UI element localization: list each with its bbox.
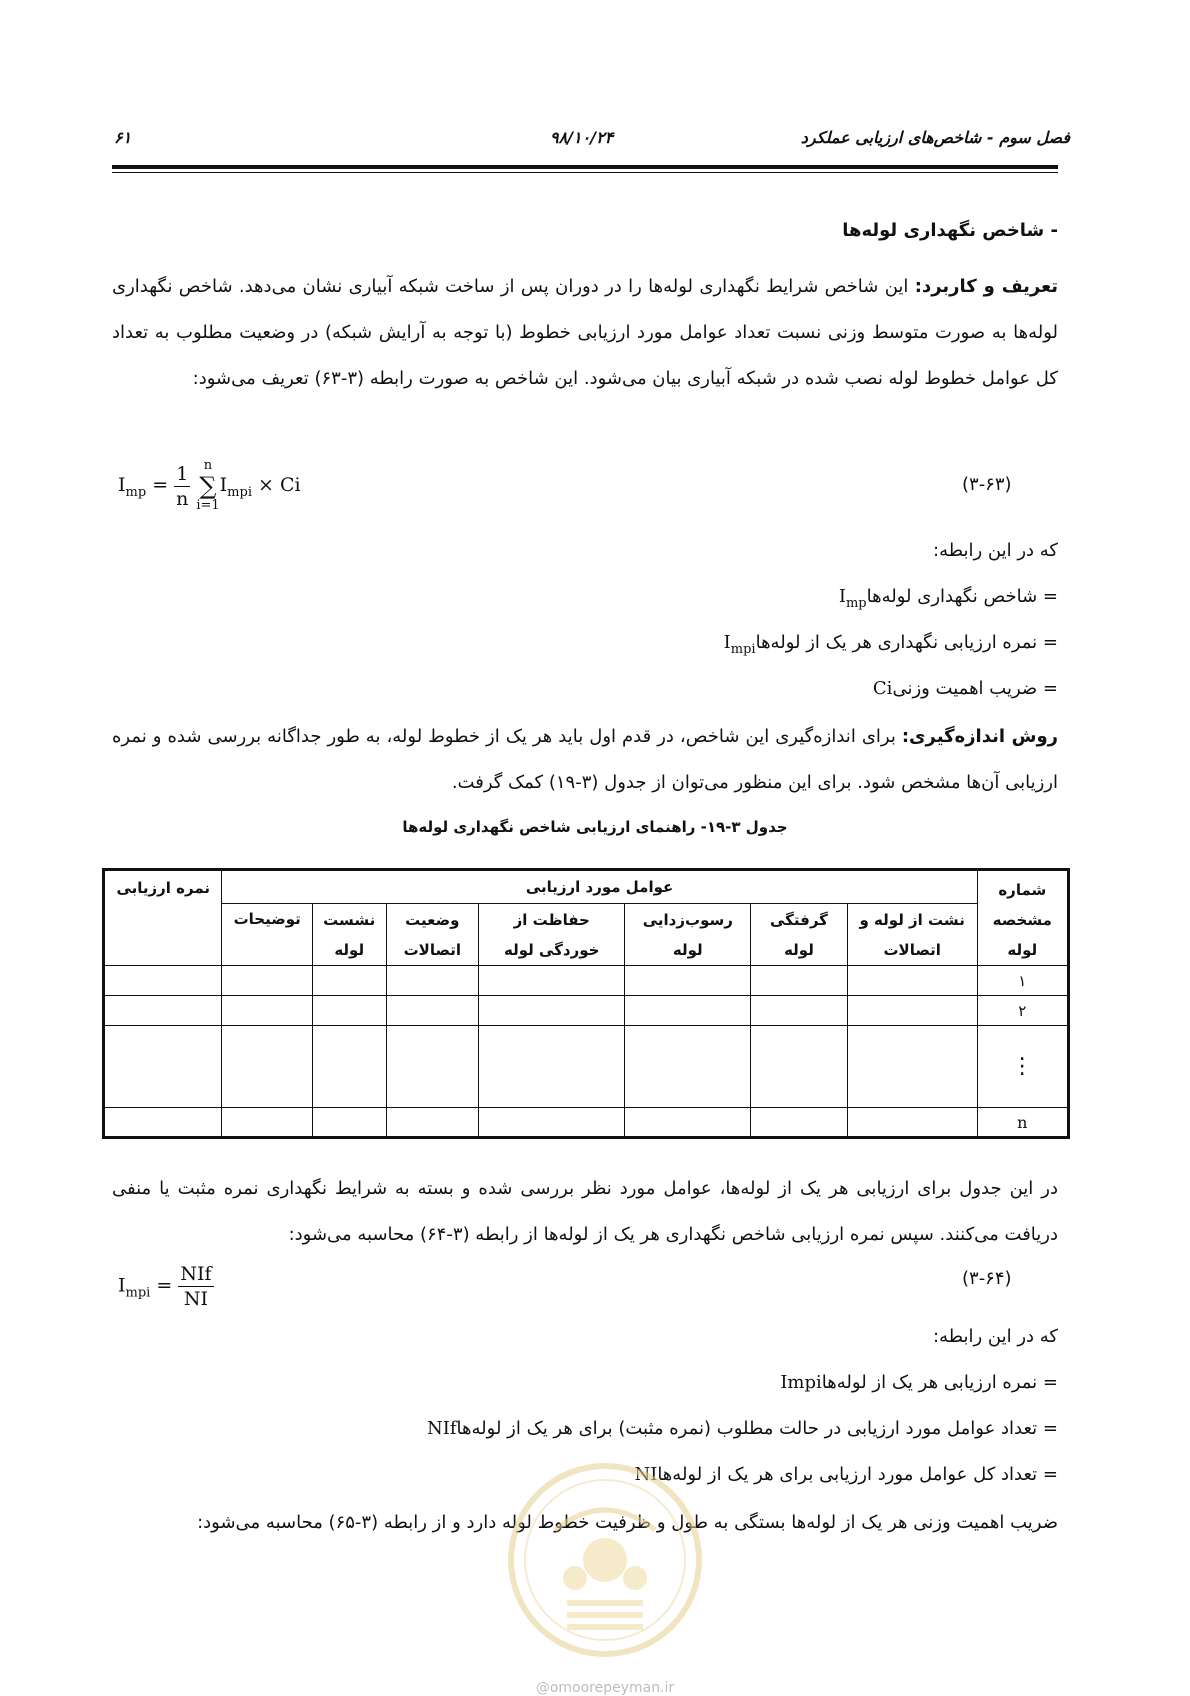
header-rule-thin (112, 172, 1058, 173)
eq64-num: NIf (180, 1263, 212, 1285)
var-impi (724, 632, 1058, 657)
header-factor-settlement (312, 904, 386, 966)
var2-impi (780, 1372, 1058, 1393)
factor-settlement-l2: لوله (334, 940, 365, 959)
factor-corrosion-l2: خوردگی لوله (504, 940, 600, 959)
factor-clog-l2: لوله (784, 940, 814, 959)
eq63-sum-bottom: i=1 (196, 498, 220, 513)
last-line: ضریب اهمیت وزنی هر یک از لوله‌ها بستگی به طول و ظرفیت خطوط لوله دارد و از رابطه (۳-۶۵) محاسبه می‌شود: (197, 1512, 1058, 1533)
eq63-sum-top: n (203, 458, 213, 473)
factor-settlement-l1: نشست (323, 910, 376, 929)
header-factors: عوامل مورد ارزیابی (222, 870, 977, 904)
header-number-line1: شماره (998, 881, 1047, 899)
var2-impi-sym: Impi (780, 1372, 822, 1393)
eq63-sigma: ∑ (199, 472, 217, 500)
var-imp-desc: = شاخص نگهداری لوله‌ها (866, 586, 1058, 607)
var2-ni-sym: NI (634, 1464, 658, 1485)
eq63-equals: = (152, 474, 169, 496)
header-score: نمره ارزیابی (104, 870, 222, 966)
var-imp (839, 586, 1058, 611)
factor-descaling-l1: رسوب‌زدایی (642, 910, 733, 929)
eq64-equals: = (156, 1274, 173, 1297)
eq63-lhs: I (118, 474, 126, 496)
row-ellipsis: ⋮ (977, 1026, 1068, 1108)
equation-63 (118, 458, 301, 514)
factor-descaling-l2: لوله (672, 940, 703, 959)
definition-text: این شاخص شرایط نگهداری لوله‌ها را در دوران پس از ساخت شبکه آبیاری نشان می‌دهد. شاخص نگهداری لوله‌ها به صورت متوسط وزنی نسبت تعداد عوامل مورد ارزیابی خطوط (با توجه به آرایش شبکه) در وضعیت مطلوب به تعداد کل عوامل خطوط لوله نصب شده در شبکه آبیاری بیان می‌شود. این شاخص به صورت رابطه (۳-۶۳) تعریف می‌شود: (112, 276, 1058, 389)
equation-64 (118, 1262, 214, 1311)
header-date: ۹۸/۱۰/۲۴ (550, 128, 614, 147)
table-row (104, 1108, 1069, 1138)
var-imp-sub: mp (845, 596, 867, 611)
header-factor-descaling (625, 904, 751, 966)
factor-clog-l1: گرفتگی (770, 910, 828, 929)
row-number: n (977, 1108, 1068, 1138)
eq63-sum (196, 458, 219, 514)
eq63-term-sub: mpi (227, 485, 252, 500)
eq63-num: 1 (176, 462, 189, 485)
factor-leak-l2: اتصالات (883, 940, 941, 959)
chapter-title: فصل سوم - شاخص‌های ارزیابی عملکرد (800, 128, 1070, 147)
var2-ni-desc: = تعداد کل عوامل مورد ارزیابی برای هر یک از لوله‌ها (657, 1464, 1058, 1485)
header-factor-clog (751, 904, 848, 966)
var-ci-sym: Ci (872, 678, 893, 699)
header-rule (112, 165, 1058, 169)
table-caption: جدول ۳-۱۹- راهنمای ارزیابی شاخص نگهداری لوله‌ها (402, 818, 788, 836)
eq63-den: n (176, 487, 189, 510)
var2-nif-sym: NIf (427, 1418, 457, 1439)
var2-nif-desc: = تعداد عوامل مورد ارزیابی در حالت مطلوب (نمره مثبت) برای هر یک از لوله‌ها (456, 1418, 1058, 1439)
watermark-seal-icon (505, 1460, 705, 1660)
factor-joints-l1: وضعیت (405, 910, 460, 929)
page-number: ۶۱ (114, 128, 132, 147)
method-paragraph (112, 714, 1058, 806)
watermark-site: @omoorepeyman.ir (535, 1680, 675, 1696)
table-row (104, 996, 1069, 1026)
eq63-lhs-sub: mp (125, 485, 147, 500)
section-title: - شاخص نگهداری لوله‌ها (842, 220, 1058, 241)
definition-label: تعریف و کاربرد: (914, 276, 1058, 297)
header-factor-notes (222, 904, 312, 966)
eq63-times: × Ci (258, 474, 301, 496)
eq63-fraction (174, 462, 190, 511)
eq63-term: I (219, 474, 228, 496)
var-impi-sym: I (723, 632, 731, 653)
method-text: برای اندازه‌گیری این شاخص، در قدم اول باید هر یک از خطوط لوله، به طور جداگانه بررسی شده و نمره ارزیابی آن‌ها مشخص شود. برای این منظور می‌توان از جدول (۳-۱۹) کمک گرفت. (112, 726, 1058, 793)
table-row (104, 1026, 1069, 1108)
var-impi-desc: = نمره ارزیابی نگهداری هر یک از لوله‌ها (755, 632, 1058, 653)
var2-impi-desc: = نمره ارزیابی هر یک از لوله‌ها (821, 1372, 1058, 1393)
header-number-cell (977, 870, 1068, 966)
table-row (104, 966, 1069, 996)
header-factor-corrosion (479, 904, 625, 966)
eq64-lhs: I (118, 1274, 126, 1297)
after-table-paragraph: در این جدول برای ارزیابی هر یک از لوله‌ها، عوامل مورد نظر بررسی شده و بسته به شرایط نگهداری نمره مثبت یا منفی دریافت می‌کنند. سپس نمره ارزیابی شاخص نگهداری هر یک از لوله‌ها از رابطه (۳-۶۴) محاسبه می‌شود: (112, 1178, 1058, 1245)
header-factor-joints (386, 904, 478, 966)
equation-63-number: (۳-۶۳) (962, 474, 1012, 495)
header-number-line2: مشخصه (992, 911, 1052, 929)
where-label-2: که در این رابطه: (933, 1326, 1058, 1347)
header-number-line3: لوله (1007, 941, 1038, 959)
header-factor-leak (847, 904, 977, 966)
eq64-lhs-sub: mpi (125, 1285, 151, 1301)
var2-nif (427, 1418, 1058, 1439)
where-label-1: که در این رابطه: (933, 540, 1058, 561)
eq64-den: NI (183, 1288, 208, 1310)
equation-64-number: (۳-۶۴) (962, 1268, 1012, 1289)
factor-notes: توضیحات (233, 910, 301, 928)
eq64-fraction (178, 1262, 213, 1311)
method-label: روش اندازه‌گیری: (901, 726, 1058, 747)
factor-joints-l2: اتصالات (403, 940, 462, 959)
var-impi-sub: mpi (730, 642, 756, 657)
row-number: ۲ (977, 996, 1068, 1026)
definition-paragraph (112, 264, 1058, 402)
evaluation-table (102, 868, 1070, 1139)
factor-leak-l1: نشت از لوله و (859, 910, 965, 929)
row-number: ۱ (977, 966, 1068, 996)
var-imp-sym: I (838, 586, 846, 607)
var-ci-desc: = ضریب اهمیت وزنی (892, 678, 1058, 699)
var-ci (873, 678, 1058, 699)
factor-corrosion-l1: حفاظت از (513, 910, 590, 929)
